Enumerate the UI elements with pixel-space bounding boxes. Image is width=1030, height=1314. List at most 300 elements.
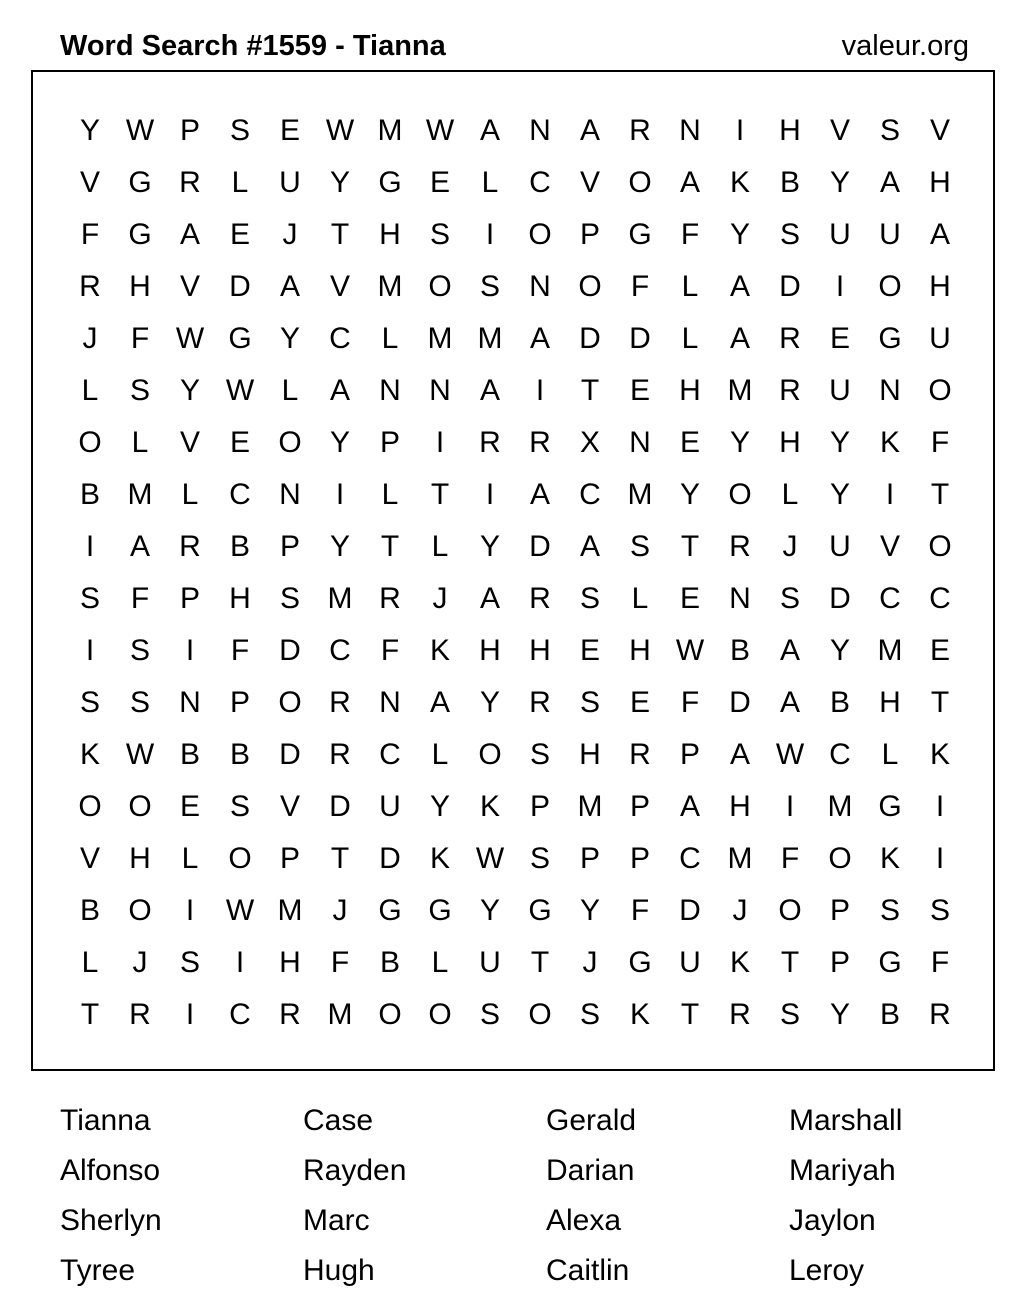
grid-letter[interactable]: P <box>579 218 600 251</box>
grid-letter[interactable]: A <box>929 218 950 251</box>
grid-letter[interactable]: R <box>329 686 351 719</box>
grid-letter[interactable]: L <box>181 842 199 875</box>
grid-letter[interactable]: M <box>727 842 753 875</box>
grid-letter[interactable]: H <box>279 946 301 979</box>
grid-letter[interactable]: G <box>428 894 452 927</box>
grid-letter[interactable]: P <box>829 894 850 927</box>
grid-letter[interactable]: P <box>579 842 600 875</box>
grid-letter[interactable]: R <box>529 426 551 459</box>
grid-letter[interactable]: B <box>779 166 800 199</box>
grid-letter[interactable]: U <box>829 218 851 251</box>
grid-letter[interactable]: N <box>629 426 651 459</box>
grid-letter[interactable]: A <box>479 374 500 407</box>
grid-letter[interactable]: F <box>930 946 950 979</box>
grid-letter[interactable]: D <box>529 530 551 563</box>
grid-letter[interactable]: C <box>329 322 351 355</box>
grid-letter[interactable]: L <box>681 322 699 355</box>
grid-letter[interactable]: N <box>379 686 401 719</box>
grid-letter[interactable]: H <box>229 582 251 615</box>
grid-letter[interactable]: K <box>879 842 900 875</box>
grid-letter[interactable]: K <box>79 738 100 771</box>
grid-letter[interactable]: F <box>930 426 950 459</box>
grid-letter[interactable]: V <box>329 270 350 303</box>
grid-letter[interactable]: B <box>79 894 100 927</box>
grid-letter[interactable]: H <box>779 114 801 147</box>
grid-letter[interactable]: U <box>379 790 401 823</box>
grid-letter[interactable]: G <box>228 322 252 355</box>
grid-letter[interactable]: S <box>929 894 950 927</box>
grid-letter[interactable]: H <box>779 426 801 459</box>
grid-letter[interactable]: A <box>329 374 350 407</box>
grid-letter[interactable]: M <box>377 270 403 303</box>
grid-letter[interactable]: I <box>485 218 495 251</box>
grid-letter[interactable]: L <box>781 478 799 511</box>
grid-letter[interactable]: N <box>529 270 551 303</box>
grid-letter[interactable]: L <box>881 738 899 771</box>
grid-letter[interactable]: D <box>679 894 701 927</box>
grid-letter[interactable]: A <box>529 322 550 355</box>
grid-letter[interactable]: G <box>378 894 402 927</box>
grid-letter[interactable]: I <box>485 478 495 511</box>
grid-letter[interactable]: E <box>279 114 300 147</box>
grid-letter[interactable]: V <box>179 270 200 303</box>
grid-letter[interactable]: A <box>529 478 550 511</box>
grid-letter[interactable]: L <box>631 582 649 615</box>
grid-letter[interactable]: E <box>179 790 200 823</box>
grid-letter[interactable]: C <box>229 478 251 511</box>
grid-letter[interactable]: O <box>428 270 452 303</box>
grid-letter[interactable]: E <box>829 322 850 355</box>
grid-letter[interactable]: J <box>282 218 298 251</box>
grid-letter[interactable]: T <box>530 946 550 979</box>
grid-letter[interactable]: Y <box>729 426 750 459</box>
grid-letter[interactable]: U <box>829 374 851 407</box>
grid-letter[interactable]: M <box>127 478 153 511</box>
grid-letter[interactable]: H <box>379 218 401 251</box>
grid-letter[interactable]: P <box>179 114 200 147</box>
grid-letter[interactable]: D <box>629 322 651 355</box>
grid-letter[interactable]: O <box>378 998 402 1031</box>
grid-letter[interactable]: F <box>680 686 700 719</box>
grid-letter[interactable]: T <box>330 842 350 875</box>
grid-letter[interactable]: V <box>79 166 100 199</box>
grid-letter[interactable]: P <box>279 842 300 875</box>
grid-letter[interactable]: S <box>879 114 900 147</box>
grid-letter[interactable]: K <box>429 634 450 667</box>
grid-letter[interactable]: S <box>79 582 100 615</box>
grid-letter[interactable]: K <box>929 738 950 771</box>
grid-letter[interactable]: L <box>181 478 199 511</box>
grid-letter[interactable]: O <box>478 738 502 771</box>
grid-letter[interactable]: C <box>829 738 851 771</box>
grid-letter[interactable]: A <box>479 114 500 147</box>
grid-letter[interactable]: T <box>930 686 950 719</box>
grid-letter[interactable]: Y <box>679 478 700 511</box>
grid-letter[interactable]: S <box>79 686 100 719</box>
grid-letter[interactable]: O <box>828 842 852 875</box>
grid-letter[interactable]: M <box>377 114 403 147</box>
grid-letter[interactable]: H <box>629 634 651 667</box>
grid-letter[interactable]: R <box>779 374 801 407</box>
grid-letter[interactable]: S <box>129 634 150 667</box>
grid-letter[interactable]: T <box>380 530 400 563</box>
grid-letter[interactable]: H <box>879 686 901 719</box>
grid-letter[interactable]: S <box>529 738 550 771</box>
grid-letter[interactable]: B <box>229 738 250 771</box>
grid-letter[interactable]: K <box>729 946 750 979</box>
grid-letter[interactable]: K <box>729 166 750 199</box>
grid-letter[interactable]: O <box>528 998 552 1031</box>
grid-letter[interactable]: R <box>629 114 651 147</box>
grid-letter[interactable]: A <box>129 530 150 563</box>
grid-letter[interactable]: O <box>278 686 302 719</box>
grid-letter[interactable]: S <box>579 582 600 615</box>
grid-letter[interactable]: L <box>81 374 99 407</box>
grid-letter[interactable]: U <box>929 322 951 355</box>
grid-letter[interactable]: Y <box>429 790 450 823</box>
grid-letter[interactable]: P <box>379 426 400 459</box>
grid-letter[interactable]: O <box>78 790 102 823</box>
grid-letter[interactable]: A <box>279 270 300 303</box>
grid-letter[interactable]: O <box>928 374 952 407</box>
grid-letter[interactable]: O <box>428 998 452 1031</box>
grid-letter[interactable]: J <box>132 946 148 979</box>
grid-letter[interactable]: Y <box>279 322 300 355</box>
grid-letter[interactable]: V <box>929 114 950 147</box>
grid-letter[interactable]: I <box>735 114 745 147</box>
grid-letter[interactable]: B <box>379 946 400 979</box>
grid-letter[interactable]: W <box>225 894 255 927</box>
grid-letter[interactable]: I <box>835 270 845 303</box>
grid-letter[interactable]: Y <box>729 218 750 251</box>
grid-letter[interactable]: H <box>529 634 551 667</box>
grid-letter[interactable]: Y <box>829 166 850 199</box>
grid-letter[interactable]: D <box>729 686 751 719</box>
grid-letter[interactable]: A <box>679 790 700 823</box>
grid-letter[interactable]: R <box>129 998 151 1031</box>
grid-letter[interactable]: G <box>128 166 152 199</box>
grid-letter[interactable]: V <box>179 426 200 459</box>
grid-letter[interactable]: A <box>429 686 450 719</box>
grid-letter[interactable]: R <box>279 998 301 1031</box>
grid-letter[interactable]: S <box>429 218 450 251</box>
grid-letter[interactable]: S <box>879 894 900 927</box>
grid-letter[interactable]: O <box>628 166 652 199</box>
grid-letter[interactable]: I <box>185 894 195 927</box>
grid-letter[interactable]: G <box>878 322 902 355</box>
grid-letter[interactable]: A <box>679 166 700 199</box>
grid-letter[interactable]: I <box>185 634 195 667</box>
grid-letter[interactable]: H <box>129 842 151 875</box>
grid-letter[interactable]: J <box>582 946 598 979</box>
grid-letter[interactable]: A <box>729 322 750 355</box>
grid-letter[interactable]: I <box>85 634 95 667</box>
grid-letter[interactable]: E <box>629 686 650 719</box>
grid-letter[interactable]: S <box>479 270 500 303</box>
grid-letter[interactable]: I <box>435 426 445 459</box>
grid-letter[interactable]: U <box>279 166 301 199</box>
grid-letter[interactable]: P <box>679 738 700 771</box>
grid-letter[interactable]: S <box>779 998 800 1031</box>
grid-letter[interactable]: I <box>885 478 895 511</box>
grid-letter[interactable]: F <box>630 894 650 927</box>
grid-letter[interactable]: J <box>732 894 748 927</box>
grid-letter[interactable]: Y <box>829 478 850 511</box>
grid-letter[interactable]: A <box>479 582 500 615</box>
grid-letter[interactable]: I <box>535 374 545 407</box>
grid-letter[interactable]: T <box>430 478 450 511</box>
grid-letter[interactable]: U <box>829 530 851 563</box>
grid-letter[interactable]: T <box>330 218 350 251</box>
grid-letter[interactable]: F <box>630 270 650 303</box>
grid-letter[interactable]: E <box>229 426 250 459</box>
grid-letter[interactable]: W <box>225 374 255 407</box>
grid-letter[interactable]: P <box>829 946 850 979</box>
grid-letter[interactable]: L <box>681 270 699 303</box>
grid-letter[interactable]: G <box>878 946 902 979</box>
grid-letter[interactable]: T <box>930 478 950 511</box>
grid-letter[interactable]: A <box>729 270 750 303</box>
grid-letter[interactable]: P <box>629 842 650 875</box>
grid-letter[interactable]: G <box>628 946 652 979</box>
grid-letter[interactable]: F <box>780 842 800 875</box>
grid-letter[interactable]: A <box>879 166 900 199</box>
grid-letter[interactable]: C <box>379 738 401 771</box>
grid-letter[interactable]: C <box>679 842 701 875</box>
grid-letter[interactable]: U <box>879 218 901 251</box>
grid-letter[interactable]: B <box>829 686 850 719</box>
grid-letter[interactable]: F <box>330 946 350 979</box>
grid-letter[interactable]: B <box>229 530 250 563</box>
grid-letter[interactable]: M <box>827 790 853 823</box>
grid-letter[interactable]: P <box>229 686 250 719</box>
grid-letter[interactable]: D <box>279 634 301 667</box>
grid-letter[interactable]: I <box>935 790 945 823</box>
grid-letter[interactable]: U <box>479 946 501 979</box>
grid-letter[interactable]: L <box>431 946 449 979</box>
grid-letter[interactable]: N <box>429 374 451 407</box>
grid-letter[interactable]: A <box>779 686 800 719</box>
grid-letter[interactable]: M <box>627 478 653 511</box>
grid-letter[interactable]: R <box>729 530 751 563</box>
grid-letter[interactable]: D <box>579 322 601 355</box>
grid-letter[interactable]: I <box>335 478 345 511</box>
grid-letter[interactable]: R <box>629 738 651 771</box>
grid-letter[interactable]: N <box>879 374 901 407</box>
grid-letter[interactable]: W <box>125 114 155 147</box>
grid-letter[interactable]: L <box>431 530 449 563</box>
grid-letter[interactable]: P <box>279 530 300 563</box>
grid-letter[interactable]: O <box>78 426 102 459</box>
grid-letter[interactable]: R <box>479 426 501 459</box>
grid-letter[interactable]: M <box>877 634 903 667</box>
grid-letter[interactable]: Y <box>479 530 500 563</box>
grid-letter[interactable]: I <box>185 998 195 1031</box>
grid-letter[interactable]: B <box>729 634 750 667</box>
grid-letter[interactable]: F <box>380 634 400 667</box>
grid-letter[interactable]: A <box>579 530 600 563</box>
grid-letter[interactable]: E <box>679 582 700 615</box>
grid-letter[interactable]: R <box>779 322 801 355</box>
grid-letter[interactable]: Y <box>329 530 350 563</box>
grid-letter[interactable]: L <box>481 166 499 199</box>
grid-letter[interactable]: S <box>129 374 150 407</box>
grid-letter[interactable]: J <box>432 582 448 615</box>
grid-letter[interactable]: L <box>81 946 99 979</box>
grid-letter[interactable]: R <box>379 582 401 615</box>
grid-letter[interactable]: W <box>675 634 705 667</box>
grid-letter[interactable]: T <box>680 998 700 1031</box>
grid-letter[interactable]: K <box>429 842 450 875</box>
grid-letter[interactable]: Y <box>479 686 500 719</box>
grid-letter[interactable]: N <box>529 114 551 147</box>
grid-letter[interactable]: S <box>229 114 250 147</box>
grid-letter[interactable]: T <box>680 530 700 563</box>
grid-letter[interactable]: N <box>179 686 201 719</box>
grid-letter[interactable]: E <box>629 374 650 407</box>
grid-letter[interactable]: S <box>129 686 150 719</box>
grid-letter[interactable]: O <box>778 894 802 927</box>
grid-letter[interactable]: C <box>929 582 951 615</box>
grid-letter[interactable]: G <box>628 218 652 251</box>
grid-letter[interactable]: D <box>279 738 301 771</box>
grid-letter[interactable]: H <box>929 270 951 303</box>
grid-letter[interactable]: E <box>229 218 250 251</box>
grid-letter[interactable]: X <box>579 426 600 459</box>
grid-letter[interactable]: O <box>228 842 252 875</box>
grid-letter[interactable]: G <box>528 894 552 927</box>
grid-letter[interactable]: S <box>579 998 600 1031</box>
grid-letter[interactable]: Y <box>829 998 850 1031</box>
grid-letter[interactable]: V <box>79 842 100 875</box>
grid-letter[interactable]: L <box>281 374 299 407</box>
grid-letter[interactable]: V <box>579 166 600 199</box>
grid-letter[interactable]: H <box>729 790 751 823</box>
grid-letter[interactable]: O <box>728 478 752 511</box>
grid-letter[interactable]: C <box>579 478 601 511</box>
grid-letter[interactable]: B <box>79 478 100 511</box>
grid-letter[interactable]: A <box>179 218 200 251</box>
grid-letter[interactable]: G <box>378 166 402 199</box>
grid-letter[interactable]: G <box>878 790 902 823</box>
grid-letter[interactable]: L <box>231 166 249 199</box>
grid-letter[interactable]: J <box>82 322 98 355</box>
grid-letter[interactable]: O <box>528 218 552 251</box>
grid-letter[interactable]: S <box>229 790 250 823</box>
grid-letter[interactable]: H <box>129 270 151 303</box>
grid-letter[interactable]: S <box>179 946 200 979</box>
grid-letter[interactable]: O <box>278 426 302 459</box>
grid-letter[interactable]: T <box>580 374 600 407</box>
grid-letter[interactable]: Y <box>329 166 350 199</box>
grid-letter[interactable]: G <box>128 218 152 251</box>
grid-letter[interactable]: B <box>879 998 900 1031</box>
grid-letter[interactable]: D <box>329 790 351 823</box>
grid-letter[interactable]: V <box>879 530 900 563</box>
grid-letter[interactable]: Y <box>829 426 850 459</box>
grid-letter[interactable]: W <box>325 114 355 147</box>
grid-letter[interactable]: S <box>279 582 300 615</box>
grid-letter[interactable]: Y <box>579 894 600 927</box>
grid-letter[interactable]: J <box>782 530 798 563</box>
grid-letter[interactable]: P <box>629 790 650 823</box>
grid-letter[interactable]: S <box>529 842 550 875</box>
grid-letter[interactable]: I <box>785 790 795 823</box>
grid-letter[interactable]: N <box>729 582 751 615</box>
grid-letter[interactable]: I <box>235 946 245 979</box>
grid-letter[interactable]: W <box>175 322 205 355</box>
grid-letter[interactable]: F <box>80 218 100 251</box>
grid-letter[interactable]: S <box>579 686 600 719</box>
grid-letter[interactable]: R <box>529 582 551 615</box>
grid-letter[interactable]: L <box>381 478 399 511</box>
grid-letter[interactable]: C <box>229 998 251 1031</box>
grid-letter[interactable]: P <box>529 790 550 823</box>
grid-letter[interactable]: A <box>579 114 600 147</box>
grid-letter[interactable]: C <box>329 634 351 667</box>
grid-letter[interactable]: R <box>179 166 201 199</box>
grid-letter[interactable]: O <box>928 530 952 563</box>
grid-letter[interactable]: T <box>780 946 800 979</box>
grid-letter[interactable]: F <box>130 322 150 355</box>
grid-letter[interactable]: M <box>427 322 453 355</box>
grid-letter[interactable]: P <box>179 582 200 615</box>
grid-letter[interactable]: C <box>529 166 551 199</box>
grid-letter[interactable]: D <box>779 270 801 303</box>
grid-letter[interactable]: W <box>125 738 155 771</box>
grid-letter[interactable]: D <box>829 582 851 615</box>
grid-letter[interactable]: K <box>479 790 500 823</box>
grid-letter[interactable]: B <box>179 738 200 771</box>
grid-letter[interactable]: C <box>879 582 901 615</box>
grid-letter[interactable]: N <box>379 374 401 407</box>
grid-letter[interactable]: W <box>475 842 505 875</box>
grid-letter[interactable]: A <box>779 634 800 667</box>
grid-letter[interactable]: V <box>279 790 300 823</box>
grid-letter[interactable]: K <box>879 426 900 459</box>
grid-letter[interactable]: K <box>629 998 650 1031</box>
grid-letter[interactable]: O <box>128 790 152 823</box>
grid-letter[interactable]: M <box>727 374 753 407</box>
grid-letter[interactable]: H <box>679 374 701 407</box>
grid-letter[interactable]: I <box>85 530 95 563</box>
grid-letter[interactable]: H <box>479 634 501 667</box>
grid-letter[interactable]: M <box>327 998 353 1031</box>
grid-letter[interactable]: R <box>179 530 201 563</box>
grid-letter[interactable]: E <box>929 634 950 667</box>
grid-letter[interactable]: S <box>479 998 500 1031</box>
grid-letter[interactable]: L <box>381 322 399 355</box>
grid-letter[interactable]: W <box>775 738 805 771</box>
grid-letter[interactable]: Y <box>479 894 500 927</box>
grid-letter[interactable]: I <box>935 842 945 875</box>
grid-letter[interactable]: O <box>578 270 602 303</box>
grid-letter[interactable]: J <box>332 894 348 927</box>
grid-letter[interactable]: Y <box>79 114 100 147</box>
grid-letter[interactable]: M <box>277 894 303 927</box>
grid-letter[interactable]: R <box>929 998 951 1031</box>
grid-letter[interactable]: L <box>431 738 449 771</box>
grid-letter[interactable]: O <box>128 894 152 927</box>
grid-letter[interactable]: R <box>729 998 751 1031</box>
grid-letter[interactable]: O <box>878 270 902 303</box>
grid-letter[interactable]: W <box>425 114 455 147</box>
grid-letter[interactable]: E <box>579 634 600 667</box>
grid-letter[interactable]: H <box>929 166 951 199</box>
grid-letter[interactable]: D <box>229 270 251 303</box>
grid-letter[interactable]: R <box>79 270 101 303</box>
grid-letter[interactable]: V <box>829 114 850 147</box>
